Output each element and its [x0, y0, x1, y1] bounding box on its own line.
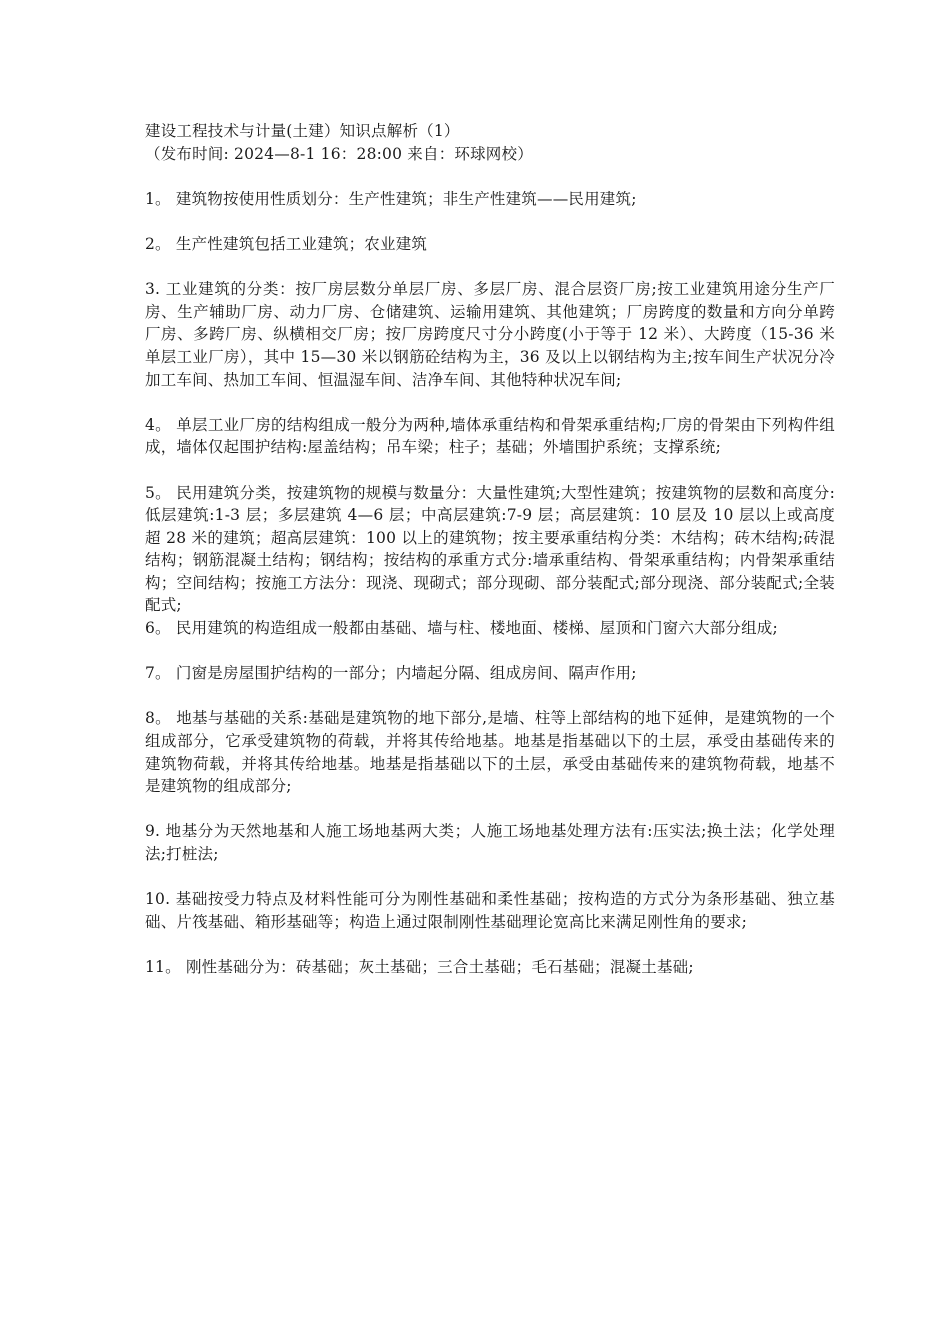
paragraph-2: 2。 生产性建筑包括工业建筑；农业建筑	[145, 234, 428, 253]
paragraph-9: 9. 地基分为天然地基和人施工场地基两大类；人施工场地基处理方法有:压实法;换土法；化学处理法;打桩法;	[145, 822, 835, 863]
document-page	[145, 120, 835, 979]
paragraph-4: 4。 单层工业厂房的结构组成一般分为两种,墙体承重结构和骨架承重结构;厂房的骨架由下列构件组成，墙体仅起围护结构:屋盖结构；吊车梁；柱子；基础；外墙围护系统；支撑系统;	[145, 415, 835, 457]
paragraph-3: 3. 工业建筑的分类：按厂房层数分单层厂房、多层厂房、混合层资厂房;按工业建筑用途分生产厂房、生产辅助厂房、动力厂房、仓储建筑、运输用建筑、其他建筑；厂房跨度的数量和方向分单跨厂房、多跨厂房、纵横相交厂房；按厂房跨度尺寸分小跨度(小于等于 12 米）、大跨度（15-36 米单层工业厂房），其中 15—30 米以钢筋砼结构为主，36 及以上以钢结构为主;按车间生产状况分冷加工车间、热加工车间、恒温湿车间、洁净车间、其他特种状况车间;	[145, 280, 835, 389]
paragraph-5: 5。 民用建筑分类，按建筑物的规模与数量分：大量性建筑;大型性建筑；按建筑物的层数和高度分:低层建筑:1-3 层；多层建筑 4—6 层；中高层建筑:7-9 层；高层建筑：10 层及 10 层以上或高度超 28 米的建筑；超高层建筑：100 以上的建筑物；按主要承重结构分类：木结构；砖木结构;砖混结构；钢筋混凝土结构；钢结构；按结构的承重方式分:墙承重结构、骨架承重结构；内骨架承重结构；空间结构；按施工方法分：现浇、现砌式；部分现砌、部分装配式;部分现浇、部分装配式;全装配式;	[145, 483, 835, 615]
paragraph-10: 10. 基础按受力特点及材料性能可分为刚性基础和柔性基础；按构造的方式分为条形基础、独立基础、片筏基础、箱形基础等；构造上通过限制刚性基础理论宽高比来满足刚性角的要求;	[145, 890, 835, 931]
paragraph-7: 7。 门窗是房屋围护结构的一部分；内墙起分隔、组成房间、隔声作用;	[145, 664, 637, 683]
paragraph-6: 6。 民用建筑的构造组成一般都由基础、墙与柱、楼地面、楼梯、屋顶和门窗六大部分组成;	[145, 619, 778, 638]
paragraph-1: 1。 建筑物按使用性质划分：生产性建筑；非生产性建筑——民用建筑;	[145, 189, 637, 208]
paragraph-11: 11。 刚性基础分为：砖基础；灰土基础；三合土基础；毛石基础；混凝土基础;	[145, 957, 694, 976]
document-meta: （发布时间: 2024—8-1 16：28:00 来自：环球网校）	[145, 144, 533, 163]
document-title: 建设工程技术与计量(土建）知识点解析（1）	[145, 122, 460, 140]
paragraph-8: 8。 地基与基础的关系:基础是建筑物的地下部分,是墙、柱等上部结构的地下延伸，是建筑物的一个组成部分，它承受建筑物的荷载，并将其传给地基。地基是指基础以下的土层，承受由基础传来的建筑物荷载，并将其传给地基。地基是指基础以下的土层，承受由基础传来的建筑物荷载，地基不是建筑物的组成部分;	[145, 709, 835, 796]
